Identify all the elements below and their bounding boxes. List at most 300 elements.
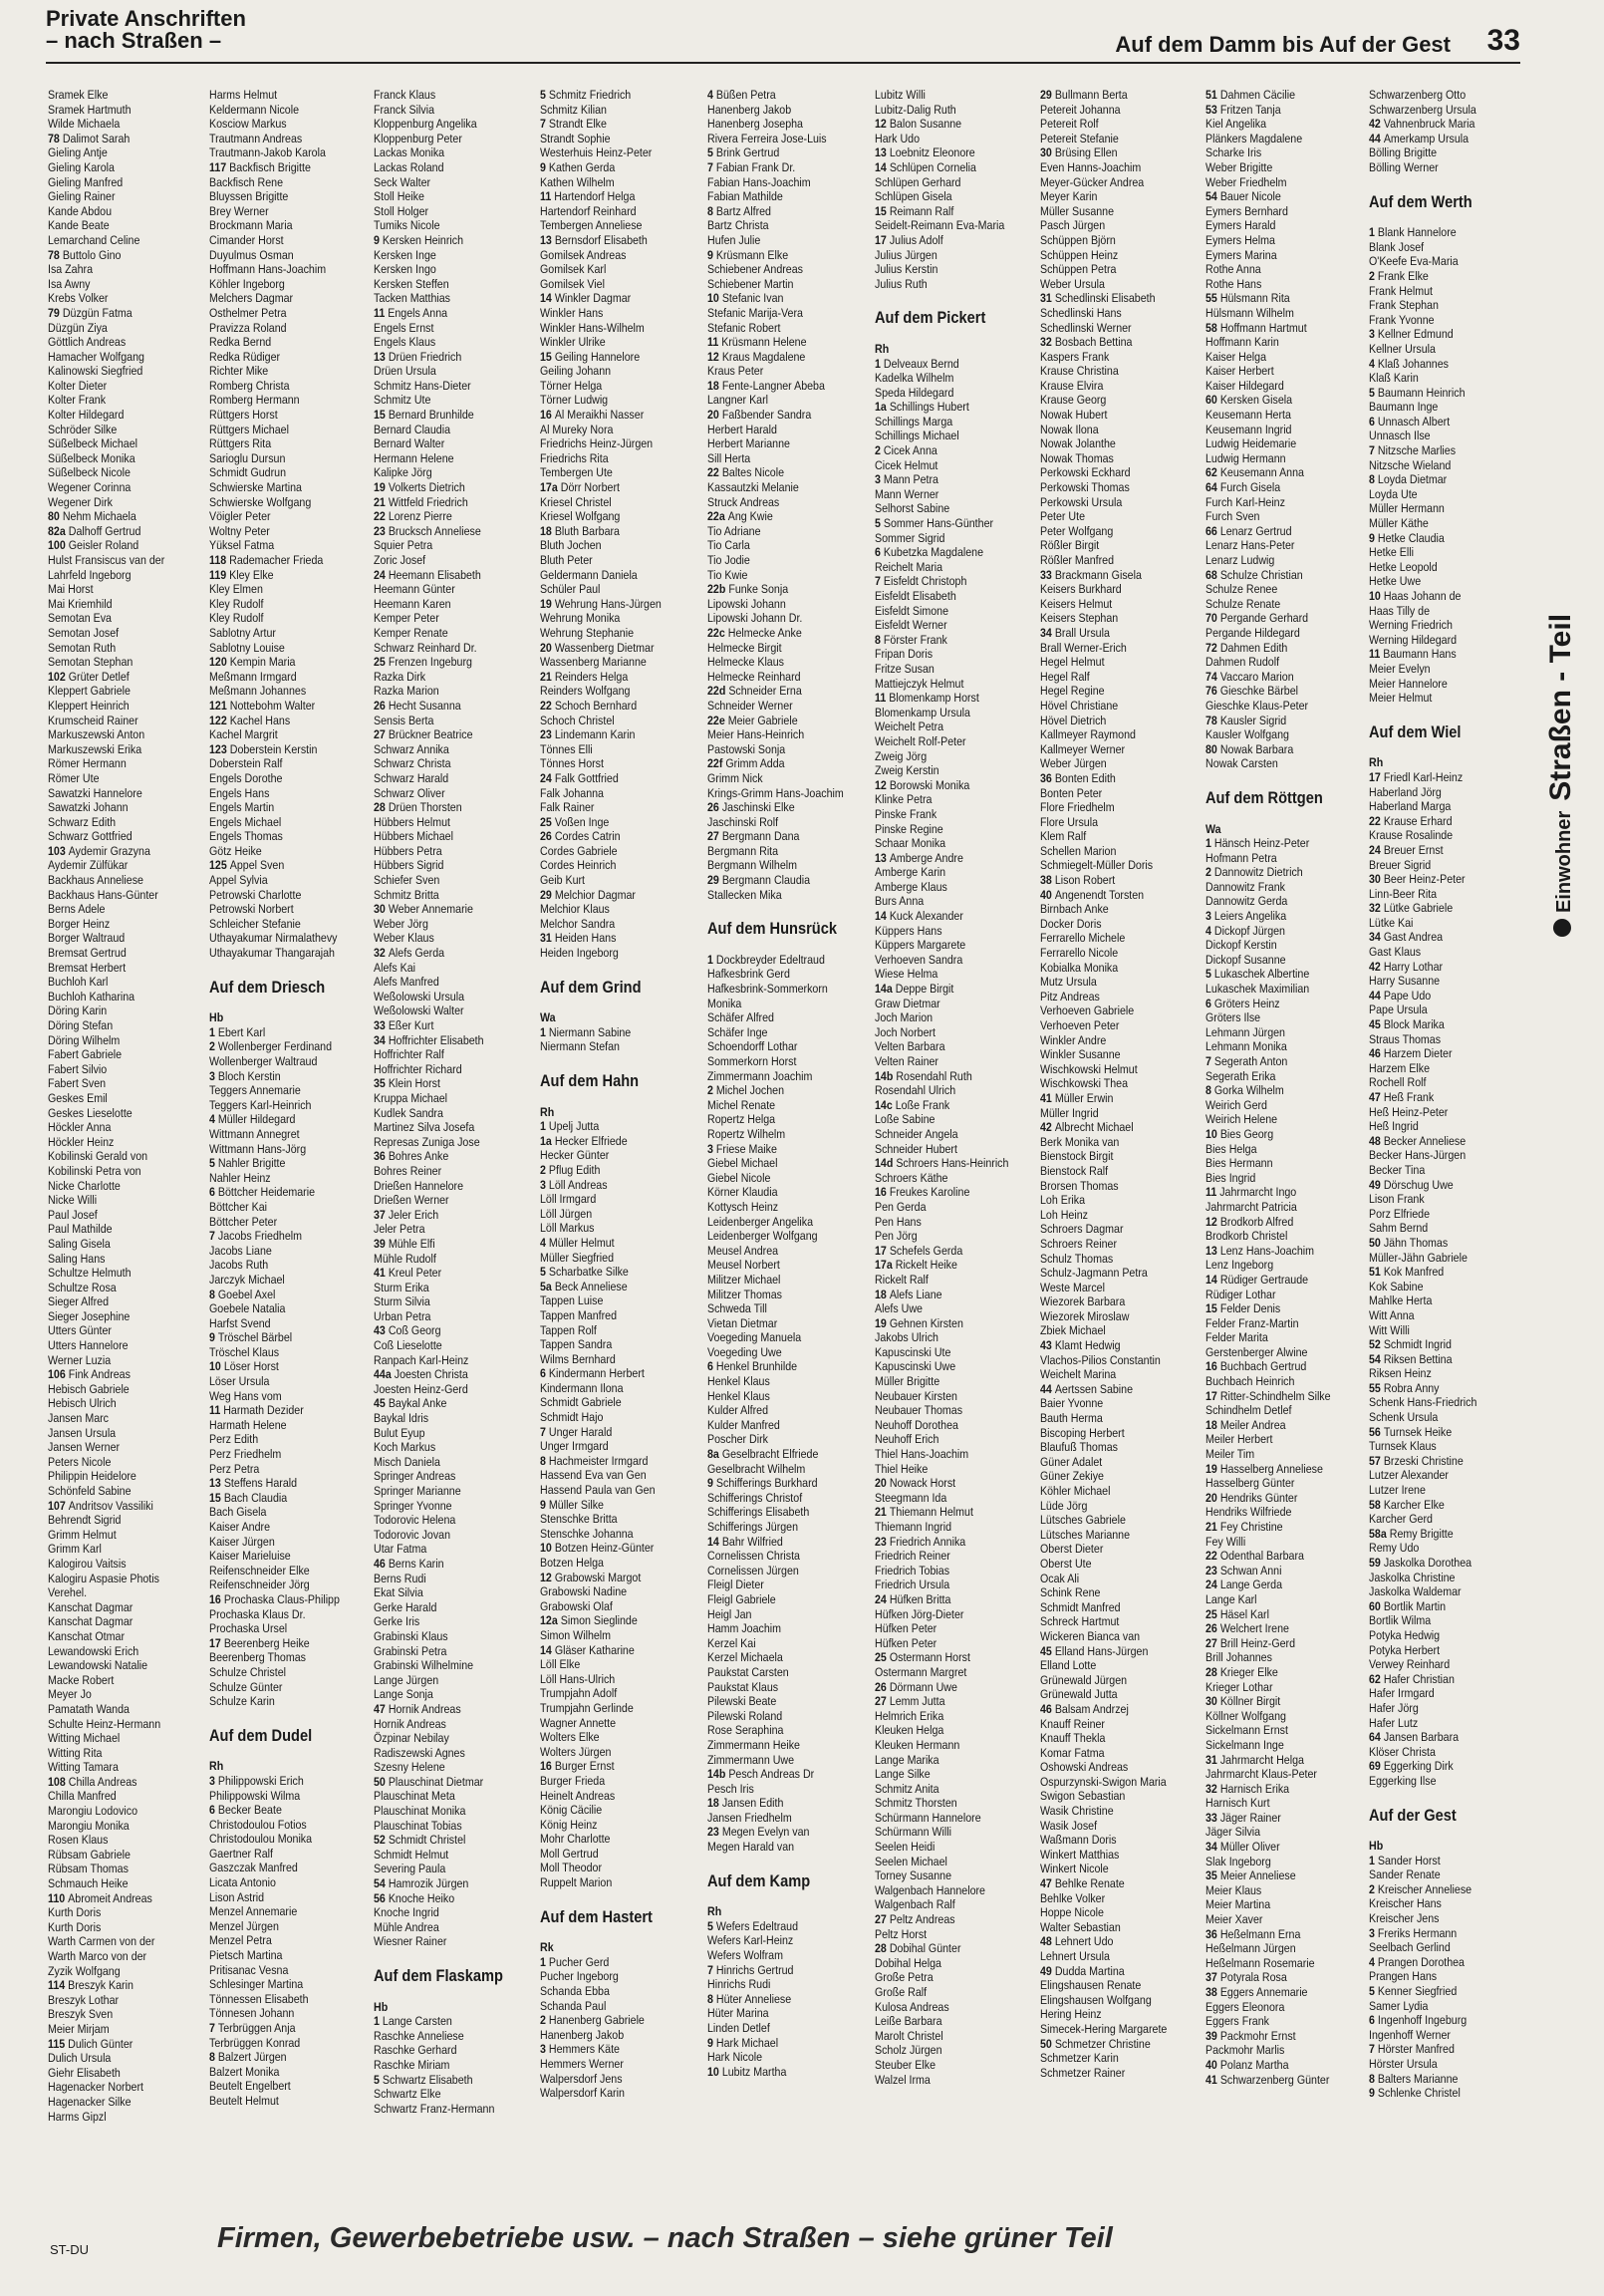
- directory-entry: 5 Scharbatke Silke: [540, 1265, 629, 1280]
- directory-entry: Bluth Peter: [540, 553, 593, 567]
- directory-entry: Krause Christina: [1040, 364, 1119, 379]
- directory-entry: Schroers Käthe: [875, 1170, 948, 1185]
- directory-entry: Raschke Anneliese: [374, 2028, 464, 2043]
- directory-entry: Rößler Birgit: [1040, 538, 1100, 553]
- directory-entry: Richter Mike: [209, 364, 269, 379]
- directory-entry: Radiszewski Agnes: [374, 1745, 465, 1760]
- street-heading: Auf der Gest: [1369, 1805, 1457, 1825]
- directory-entry: Dannowitz Frank: [1205, 879, 1285, 894]
- directory-entry: Sarioglu Dursun: [209, 450, 286, 465]
- directory-entry: Kaiser Jürgen: [209, 1534, 275, 1549]
- directory-entry: Moll Theodor: [540, 1861, 603, 1875]
- directory-entry: Gieling Rainer: [48, 189, 116, 204]
- directory-entry: 22 Odenthal Barbara: [1205, 1549, 1304, 1564]
- directory-entry: 5 Kenner Siegfried: [1369, 1984, 1458, 1999]
- directory-entry: Bies Ingrid: [1205, 1170, 1256, 1185]
- header-rule: [46, 62, 1520, 64]
- directory-entry: Schedlinski Werner: [1040, 320, 1132, 335]
- directory-entry: Stenschke Johanna: [540, 1526, 634, 1541]
- directory-entry: Kosciow Markus: [209, 117, 287, 132]
- directory-entry: Dulich Ursula: [48, 2051, 112, 2066]
- directory-entry: Hamm Joachim: [707, 1621, 782, 1636]
- directory-entry: Krumscheid Rainer: [48, 713, 138, 727]
- directory-entry: Bremsat Herbert: [48, 960, 127, 975]
- directory-entry: Melchers Dagmar: [209, 291, 294, 306]
- directory-entry: Perkowski Thomas: [1040, 480, 1130, 495]
- directory-entry: 60 Bortlik Martin: [1369, 1598, 1446, 1613]
- directory-entry: Harzem Elke: [1369, 1060, 1430, 1075]
- directory-entry: 9 Schifferings Burkhard: [707, 1476, 818, 1491]
- directory-entry: Poscher Dirk: [707, 1432, 768, 1447]
- directory-entry: 32 Bosbach Bettina: [1040, 335, 1133, 350]
- directory-entry: Schmidt Manfred: [1040, 1599, 1121, 1614]
- directory-entry: 55 Robra Anny: [1369, 1380, 1440, 1395]
- directory-entry: Weirich Helene: [1205, 1112, 1278, 1127]
- directory-entry: Böttcher Kai: [209, 1199, 268, 1214]
- directory-entry: Martinez Silva Josefa: [374, 1120, 475, 1135]
- directory-entry: Mann Werner: [875, 486, 939, 501]
- directory-entry: 14 Gläser Katharine: [540, 1642, 635, 1657]
- directory-entry: Schmetzer Rainer: [1040, 2065, 1126, 2080]
- directory-entry: Schoch Christel: [540, 713, 615, 727]
- directory-entry: Große Ralf: [875, 1985, 928, 1999]
- directory-entry: Hoffrichter Richard: [374, 1061, 462, 1076]
- directory-entry: Rübsam Gabriele: [48, 1847, 131, 1862]
- directory-entry: 80 Nowak Barbara: [1205, 741, 1294, 756]
- directory-entry: Schmitz Britta: [374, 887, 439, 902]
- directory-entry: Weichelt Petra: [875, 719, 944, 734]
- directory-entry: Törner Ludwig: [540, 393, 609, 408]
- directory-entry: Geskes Emil: [48, 1090, 108, 1105]
- directory-entry: Hoppe Nicole: [1040, 1905, 1104, 1920]
- directory-entry: Schwarz Christa: [374, 756, 451, 771]
- directory-entry: Weber Friedhelm: [1205, 174, 1287, 189]
- directory-entry: Hübbers Helmut: [374, 814, 450, 829]
- directory-entry: Weste Marcel: [1040, 1280, 1105, 1294]
- directory-entry: 7 Jacobs Friedhelm: [209, 1229, 303, 1244]
- directory-entry: Stenschke Britta: [540, 1512, 618, 1527]
- directory-entry: Klem Ralf: [1040, 829, 1087, 844]
- directory-entry: 42 Harry Lothar: [1369, 959, 1444, 974]
- directory-entry: Falk Johanna: [540, 785, 604, 800]
- directory-entry: Werning Hildegard: [1369, 632, 1458, 647]
- directory-entry: 23 Megen Evelyn van: [707, 1825, 810, 1840]
- directory-entry: Klinke Petra: [875, 792, 933, 807]
- street-heading: Auf dem Dudel: [209, 1725, 313, 1745]
- directory-entry: 13 Lenz Hans-Joachim: [1205, 1243, 1315, 1258]
- directory-entry: 23 Friedrich Annika: [875, 1534, 966, 1549]
- directory-entry: Lenarz Hans-Peter: [1205, 538, 1295, 553]
- directory-entry: Kloppenburg Peter: [374, 131, 462, 145]
- directory-entry: Gerke Iris: [374, 1614, 420, 1629]
- directory-entry: Riksen Heinz: [1369, 1366, 1432, 1381]
- directory-entry: 33 Brackmann Gisela: [1040, 567, 1142, 582]
- directory-entry: Schürmann Willi: [875, 1825, 951, 1840]
- directory-entry: 102 Grüter Detlef: [48, 669, 130, 684]
- directory-entry: Szesny Helene: [374, 1760, 445, 1775]
- directory-entry: Hornik Andreas: [374, 1716, 446, 1731]
- directory-entry: Rüdiger Lothar: [1205, 1287, 1276, 1301]
- directory-entry: Kleppert Gabriele: [48, 684, 131, 699]
- directory-entry: Weichelt Rolf-Peter: [875, 733, 966, 748]
- directory-entry: 1 Hänsch Heinz-Peter: [1205, 836, 1310, 851]
- directory-entry: 78 Buttolo Gino: [48, 247, 122, 262]
- directory-entry: Joch Marion: [875, 1010, 934, 1025]
- directory-entry: Oberst Ute: [1040, 1556, 1092, 1571]
- directory-entry: Bölling Brigitte: [1369, 145, 1438, 160]
- directory-entry: 30 Weber Annemarie: [374, 902, 473, 917]
- directory-entry: Schwartz Elke: [374, 2087, 441, 2102]
- directory-entry: Schillings Michael: [875, 429, 959, 443]
- directory-entry: 7 Unger Harald: [540, 1424, 613, 1439]
- directory-entry: Hafkesbrink Gerd: [707, 967, 790, 982]
- directory-entry: Hetke Elli: [1369, 545, 1415, 560]
- directory-entry: Schleicher Stefanie: [209, 916, 301, 931]
- directory-entry: 29 Melchior Dagmar: [540, 887, 636, 902]
- directory-entry: 22 Schoch Bernhard: [540, 698, 638, 713]
- directory-entry: Felder Marita: [1205, 1330, 1268, 1345]
- directory-entry: Blomenkamp Ursula: [875, 705, 970, 719]
- directory-entry: Bulut Eyup: [374, 1425, 425, 1440]
- directory-entry: 54 Riksen Bettina: [1369, 1351, 1453, 1366]
- directory-entry: 46 Balsam Andrzej: [1040, 1701, 1129, 1716]
- directory-entry: 30 Köllner Birgit: [1205, 1694, 1281, 1709]
- directory-entry: Peter Wolfgang: [1040, 523, 1114, 538]
- directory-entry: 23 Lindemann Karin: [540, 727, 636, 742]
- directory-entry: Ferrarello Nicole: [1040, 946, 1119, 961]
- directory-entry: 18 Jansen Edith: [707, 1796, 784, 1811]
- directory-entry: Uthayakumar Thangarajah: [209, 946, 335, 961]
- directory-entry: Remy Udo: [1369, 1541, 1420, 1556]
- street-heading: Auf dem Werth: [1369, 191, 1472, 211]
- directory-entry: Pen Jörg: [875, 1229, 918, 1244]
- directory-entry: 3 Philippowski Erich: [209, 1773, 304, 1788]
- directory-entry: Schink Rene: [1040, 1585, 1101, 1600]
- directory-entry: Berns Adele: [48, 902, 106, 917]
- directory-entry: 8 Bartz Alfred: [707, 203, 771, 218]
- directory-entry: Knoche Ingrid: [374, 1905, 439, 1920]
- directory-entry: 11 Jahrmarcht Ingo: [1205, 1185, 1297, 1200]
- directory-entry: Herbert Harald: [707, 422, 777, 436]
- directory-entry: Misch Daniela: [374, 1454, 440, 1469]
- directory-entry: Güner Zekiye: [1040, 1469, 1104, 1484]
- directory-entry: Isa Zahra: [48, 262, 94, 277]
- directory-entry: Wickeren Bianca van: [1040, 1628, 1141, 1643]
- directory-entry: Pitz Andreas: [1040, 989, 1100, 1004]
- directory-entry: Loße Sabine: [875, 1112, 936, 1127]
- directory-entry: 123 Doberstein Kerstin: [209, 741, 318, 756]
- directory-entry: Tönnessen Elisabeth: [209, 1991, 309, 2006]
- directory-entry: 7 Terbrüggen Anja: [209, 2021, 296, 2035]
- directory-entry: Helmecke Birgit: [707, 640, 782, 655]
- directory-entry: Tembergen Anneliese: [540, 218, 643, 233]
- directory-entry: Witting Michael: [48, 1731, 121, 1746]
- directory-entry: Verhoeven Sandra: [875, 952, 963, 967]
- directory-entry: Hörster Ursula: [1369, 2057, 1438, 2071]
- directory-entry: Helmrich Erika: [875, 1708, 944, 1723]
- directory-entry: Eisfeldt Simone: [875, 603, 949, 618]
- directory-entry: Kulosa Andreas: [875, 1999, 949, 2014]
- directory-entry: Militzer Michael: [707, 1272, 781, 1287]
- directory-entry: Bergmann Wilhelm: [707, 858, 798, 873]
- district-code: Wa: [540, 1010, 556, 1025]
- directory-entry: Witting Tamara: [48, 1760, 119, 1775]
- directory-entry: Pilewski Beate: [707, 1694, 777, 1709]
- directory-entry: Flore Ursula: [1040, 814, 1099, 829]
- directory-entry: 1 Lange Carsten: [374, 2014, 452, 2029]
- directory-entry: Zimmermann Uwe: [707, 1752, 795, 1767]
- directory-entry: Gaertner Ralf: [209, 1846, 273, 1861]
- directory-entry: Dickopf Kerstin: [1205, 938, 1277, 953]
- directory-entry: Dobihal Helga: [875, 1955, 941, 1970]
- directory-entry: Backhaus Anneliese: [48, 873, 143, 888]
- directory-entry: 54 Bauer Nicole: [1205, 189, 1281, 204]
- directory-entry: Schaar Monika: [875, 836, 946, 851]
- directory-entry: Rößler Manfred: [1040, 553, 1115, 567]
- directory-entry: 43 Coß Georg: [374, 1323, 441, 1338]
- directory-entry: 4 Prangen Dorothea: [1369, 1954, 1465, 1969]
- directory-entry: 8 Loyda Dietmar: [1369, 472, 1448, 487]
- directory-entry: Flore Friedhelm: [1040, 800, 1115, 815]
- directory-entry: Pinske Frank: [875, 806, 937, 821]
- directory-entry: Michel Renate: [707, 1097, 776, 1112]
- directory-entry: Wiezorek Miroslaw: [1040, 1308, 1130, 1323]
- directory-entry: Semotan Stephan: [48, 655, 134, 670]
- directory-entry: 38 Eggers Annemarie: [1205, 1985, 1308, 1999]
- directory-entry: O'Keefe Eva-Maria: [1369, 254, 1459, 269]
- directory-entry: Henkel Klaus: [707, 1374, 770, 1389]
- directory-entry: 14d Schroers Hans-Heinrich: [875, 1156, 1009, 1171]
- directory-entry: Walgenbach Hannelore: [875, 1882, 985, 1897]
- directory-entry: Lehmann Jürgen: [1205, 1024, 1285, 1039]
- directory-entry: Vöigler Peter: [209, 509, 271, 524]
- directory-entry: Dickopf Susanne: [1205, 952, 1286, 967]
- directory-entry: Schiebener Martin: [707, 276, 794, 291]
- directory-entry: Turnsek Klaus: [1369, 1439, 1437, 1454]
- directory-entry: Grabowski Nadine: [540, 1584, 628, 1599]
- directory-entry: Paukstat Klaus: [707, 1679, 779, 1694]
- directory-entry: Elingshausen Renate: [1040, 1978, 1142, 1993]
- directory-entry: 1 Ebert Karl: [209, 1024, 266, 1039]
- directory-entry: Pamatath Wanda: [48, 1701, 130, 1716]
- directory-entry: Harms Gipzl: [48, 2109, 107, 2124]
- directory-entry: Schmauch Heike: [48, 1876, 129, 1891]
- directory-entry: Nowak Carsten: [1205, 756, 1278, 771]
- directory-entry: 14 Schlüpen Cornelia: [875, 159, 976, 174]
- directory-entry: Meier Helmut: [1369, 691, 1433, 706]
- directory-entry: 4 Klaß Johannes: [1369, 356, 1449, 371]
- directory-entry: 1 Delveaux Bernd: [875, 356, 959, 371]
- directory-entry: Schulte Heinz-Hermann: [48, 1716, 161, 1731]
- directory-entry: 1a Schillings Hubert: [875, 400, 969, 415]
- directory-entry: Fripan Doris: [875, 647, 934, 662]
- directory-entry: Hufen Julie: [707, 232, 761, 247]
- directory-entry: Keisers Burkhard: [1040, 582, 1122, 597]
- directory-entry: Köhler Ingeborg: [209, 276, 285, 291]
- directory-entry: Kolter Frank: [48, 393, 107, 408]
- directory-entry: Göttlich Andreas: [48, 335, 127, 350]
- directory-entry: Schmidt Gabriele: [540, 1395, 622, 1410]
- directory-entry: 12 Borowski Monika: [875, 777, 970, 792]
- directory-entry: Bienstock Ralf: [1040, 1163, 1109, 1178]
- directory-entry: 22 Lorenz Pierre: [374, 509, 452, 524]
- directory-entry: 39 Mühle Elfi: [374, 1236, 435, 1251]
- directory-entry: Meier Xaver: [1205, 1912, 1263, 1927]
- directory-entry: 35 Klein Horst: [374, 1076, 440, 1091]
- directory-entry: Franck Silvia: [374, 102, 434, 117]
- directory-entry: Schwarzenberg Otto: [1369, 88, 1467, 102]
- directory-entry: Cornelissen Jürgen: [707, 1563, 799, 1578]
- directory-entry: 8a Geselbracht Elfriede: [707, 1447, 819, 1462]
- directory-entry: Vlachos-Pilios Constantin: [1040, 1352, 1161, 1367]
- directory-entry: Schoendorff Lothar: [707, 1039, 798, 1054]
- directory-entry: 9 Müller Silke: [540, 1497, 604, 1512]
- directory-entry: 3 Friese Maike: [707, 1141, 777, 1156]
- directory-entry: Süßelbeck Michael: [48, 436, 138, 451]
- directory-entry: Paul Josef: [48, 1207, 98, 1222]
- directory-entry: Steegmann Ida: [875, 1490, 947, 1505]
- directory-entry: König Heinz: [540, 1817, 598, 1832]
- directory-entry: 22 Baltes Nicole: [707, 465, 785, 480]
- directory-entry: Lüde Jörg: [1040, 1498, 1088, 1513]
- directory-entry: Hassend Eva van Gen: [540, 1468, 647, 1483]
- directory-entry: 22a Ang Kwie: [707, 509, 773, 524]
- directory-entry: Menzel Petra: [209, 1933, 272, 1948]
- directory-entry: 41 Müller Erwin: [1040, 1090, 1114, 1105]
- directory-entry: 8 Hachmeister Irmgard: [540, 1453, 649, 1468]
- directory-entry: 10 Bies Georg: [1205, 1126, 1274, 1141]
- directory-entry: Leidenberger Wolfgang: [707, 1229, 818, 1244]
- directory-entry: 34 Brall Ursula: [1040, 625, 1110, 640]
- directory-entry: Zimmermann Joachim: [707, 1068, 813, 1083]
- directory-entry: Trumpjahn Gerlinde: [540, 1700, 634, 1715]
- directory-entry: Winkler Hans: [540, 305, 604, 320]
- directory-entry: Redka Bernd: [209, 335, 272, 350]
- directory-entry: Eymers Marina: [1205, 247, 1277, 262]
- directory-entry: 17a Rickelt Heike: [875, 1258, 957, 1273]
- directory-entry: Lipowski Johann: [707, 596, 786, 611]
- directory-entry: Pergande Hildegard: [1205, 625, 1300, 640]
- directory-entry: 45 Block Marika: [1369, 1017, 1445, 1032]
- directory-entry: Wilde Michaela: [48, 117, 121, 132]
- directory-entry: 3 Hemmers Käte: [540, 2042, 620, 2057]
- directory-entry: 103 Aydemir Grazyna: [48, 843, 150, 858]
- directory-entry: Gomilsek Andreas: [540, 247, 627, 262]
- directory-entry: Schmidt Helmut: [374, 1847, 449, 1862]
- district-code: Hb: [209, 1010, 224, 1025]
- directory-entry: Schiefer Sven: [374, 873, 440, 888]
- directory-entry: Meyer-Gücker Andrea: [1040, 174, 1145, 189]
- directory-entry: Struck Andreas: [707, 494, 780, 509]
- directory-entry: Romberg Hermann: [209, 393, 300, 408]
- directory-entry: Böttcher Peter: [209, 1214, 278, 1229]
- directory-entry: 10 Haas Johann de: [1369, 589, 1462, 603]
- directory-entry: 78 Dalimot Sarah: [48, 131, 131, 145]
- directory-entry: 47 Heß Frank: [1369, 1090, 1435, 1104]
- directory-entry: Docker Doris: [1040, 916, 1102, 931]
- directory-entry: Weber Ursula: [1040, 276, 1105, 291]
- directory-entry: 9 Schlenke Christel: [1369, 2086, 1461, 2101]
- directory-entry: 18 Bluth Barbara: [540, 523, 620, 538]
- directory-entry: Saling Hans: [48, 1251, 106, 1266]
- directory-entry: Sramek Hartmuth: [48, 102, 132, 117]
- directory-entry: Schultze Helmuth: [48, 1266, 132, 1281]
- directory-entry: 27 Bergmann Dana: [707, 829, 800, 844]
- directory-entry: Kande Abdou: [48, 203, 113, 218]
- directory-entry: Engels Dorothe: [209, 770, 283, 785]
- directory-entry: Hassend Paula van Gen: [540, 1483, 656, 1498]
- directory-entry: 28 Drüen Thorsten: [374, 800, 462, 815]
- directory-entry: Paukstat Carsten: [707, 1664, 789, 1679]
- directory-entry: 24 Falk Gottfried: [540, 770, 619, 785]
- directory-entry: Simon Wilhelm: [540, 1627, 612, 1642]
- directory-entry: Winkler Hans-Wilhelm: [540, 320, 645, 335]
- directory-entry: Simecek-Hering Margarete: [1040, 2021, 1168, 2036]
- directory-entry: 1 Pucher Gerd: [540, 1954, 610, 1969]
- directory-entry: Brey Werner: [209, 203, 269, 218]
- directory-entry: 27 Brückner Beatrice: [374, 727, 473, 742]
- directory-entry: Ruppelt Marion: [540, 1875, 613, 1890]
- directory-entry: Kerzel Kai: [707, 1635, 756, 1650]
- directory-entry: Hemmers Werner: [540, 2057, 624, 2071]
- directory-entry: Götz Heike: [209, 843, 262, 858]
- directory-entry: Fabert Gabriele: [48, 1047, 123, 1062]
- directory-entry: Tacken Matthias: [374, 291, 450, 306]
- directory-entry: Kreischer Jens: [1369, 1911, 1440, 1926]
- directory-entry: 5 Lukaschek Albertine: [1205, 967, 1310, 982]
- directory-entry: Herbert Marianne: [707, 436, 790, 451]
- directory-entry: 3 Bloch Kerstin: [209, 1068, 281, 1083]
- directory-entry: 79 Düzgün Fatma: [48, 305, 133, 320]
- directory-entry: Hülsmann Wilhelm: [1205, 305, 1294, 320]
- directory-entry: 117 Backfisch Brigitte: [209, 159, 311, 174]
- directory-entry: Schmidt Gudrun: [209, 465, 286, 480]
- directory-entry: Lehmann Monika: [1205, 1039, 1287, 1054]
- directory-entry: Kurth Doris: [48, 1919, 102, 1934]
- directory-entry: Hofmann Petra: [1205, 850, 1277, 865]
- street-heading: Auf dem Kamp: [707, 1870, 811, 1890]
- directory-entry: Klöser Christa: [1369, 1744, 1436, 1759]
- directory-entry: Chilla Manfred: [48, 1789, 117, 1804]
- directory-entry: Nowak Jolanthe: [1040, 436, 1116, 451]
- directory-entry: 53 Fritzen Tanja: [1205, 102, 1281, 117]
- directory-entry: Hübbers Petra: [374, 843, 442, 858]
- directory-entry: Brorsen Thomas: [1040, 1178, 1119, 1193]
- directory-entry: Nowak Ilona: [1040, 422, 1099, 436]
- directory-entry: Knauff Reiner: [1040, 1716, 1105, 1731]
- directory-entry: Oberst Dieter: [1040, 1542, 1104, 1557]
- directory-entry: 8 Hüter Anneliese: [707, 1991, 792, 2006]
- directory-entry: 20 Faßbender Sandra: [707, 408, 812, 423]
- directory-entry: Hövel Dietrich: [1040, 713, 1107, 727]
- directory-entry: Gröters Ilse: [1205, 1010, 1261, 1025]
- directory-entry: Ocak Ali: [1040, 1571, 1080, 1585]
- directory-entry: Wehrung Stephanie: [540, 625, 635, 640]
- directory-entry: Lackas Roland: [374, 159, 444, 174]
- directory-entry: Lange Marika: [875, 1752, 939, 1767]
- directory-entry: Wegener Dirk: [48, 494, 113, 509]
- directory-entry: 34 Müller Oliver: [1205, 1840, 1280, 1855]
- directory-entry: Schellen Marion: [1040, 843, 1117, 858]
- directory-entry: Kaiser Herbert: [1205, 364, 1274, 379]
- directory-entry: Schulze Renee: [1205, 582, 1278, 597]
- directory-entry: Schüppen Petra: [1040, 262, 1117, 277]
- directory-entry: Sommer Sigrid: [875, 530, 945, 545]
- directory-entry: 27 Brill Heinz-Gerd: [1205, 1635, 1296, 1650]
- directory-entry: Meusel Norbert: [707, 1258, 780, 1273]
- directory-entry: Meiler Tim: [1205, 1447, 1255, 1462]
- directory-entry: Prochaska Klaus Dr.: [209, 1606, 306, 1621]
